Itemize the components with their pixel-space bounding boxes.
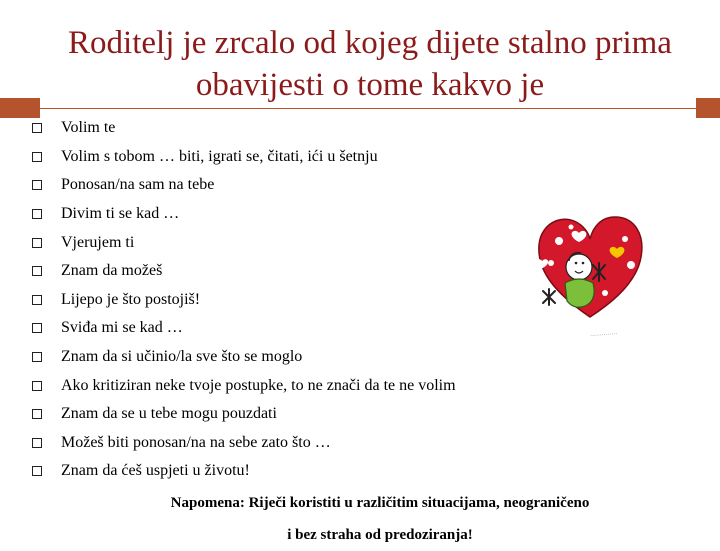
list-item: [32, 343, 532, 372]
list-item-text: Znam da se u tebe mogu pouzdati: [61, 405, 277, 423]
list-item: [32, 171, 532, 200]
list-item-text: Ako kritiziran neke tvoje postupke, to ne znači da te ne volim: [61, 376, 456, 394]
square-bullet-icon: [32, 295, 42, 305]
heart-with-child-icon: [535, 205, 645, 325]
square-bullet-icon: [32, 323, 42, 333]
list-item: [32, 314, 532, 343]
list-item-text: Lijepo je što postojiš!: [61, 290, 201, 308]
list-item-text: Divim ti se kad …: [61, 205, 180, 223]
list-item: [32, 257, 532, 286]
square-bullet-icon: [32, 352, 42, 362]
artist-signature: ..............: [589, 328, 618, 339]
list-item: [32, 200, 532, 229]
list-item-text: Vjerujem ti: [61, 233, 135, 251]
list-item: [32, 429, 532, 458]
list-item-text: Možeš biti ponosan/na na sebe zato što …: [61, 433, 331, 451]
square-bullet-icon: [32, 381, 42, 391]
title-divider: [40, 108, 696, 109]
list-item-text: Znam da ćeš uspjeti u životu!: [61, 462, 250, 480]
square-bullet-icon: [32, 438, 42, 448]
phrase-list: [32, 114, 532, 486]
list-item: [32, 400, 532, 429]
list-item: [32, 114, 532, 143]
title-accent-bar-right: [696, 98, 720, 118]
square-bullet-icon: [32, 180, 42, 190]
list-item-text: Znam da si učinio/la sve što se moglo: [61, 348, 303, 366]
list-item: [32, 457, 532, 486]
list-item: [32, 371, 532, 400]
list-item: [32, 286, 532, 315]
slide-title: Roditelj je zrcalo od kojeg dijete stalno prima obavijesti o tome kakvo je: [68, 25, 672, 103]
list-item-text: Volim te: [61, 119, 116, 137]
list-item-text: Ponosan/na sam na tebe: [61, 176, 215, 194]
square-bullet-icon: [32, 266, 42, 276]
list-item-text: Sviđa mi se kad …: [61, 319, 183, 337]
note-line-2: i bez straha od predoziranja!: [287, 527, 473, 543]
note: [100, 487, 660, 551]
note-line-1: Napomena: Riječi koristiti u različitim situacijama, neograničeno: [170, 495, 590, 511]
square-bullet-icon: [32, 152, 42, 162]
square-bullet-icon: [32, 209, 42, 219]
list-item: [32, 228, 532, 257]
square-bullet-icon: [32, 466, 42, 476]
square-bullet-icon: [32, 123, 42, 133]
square-bullet-icon: [32, 238, 42, 248]
list-item: [32, 143, 532, 172]
list-item-text: Znam da možeš: [61, 262, 163, 280]
square-bullet-icon: [32, 409, 42, 419]
list-item-text: Volim s tobom … biti, igrati se, čitati, ići u šetnju: [61, 147, 378, 165]
